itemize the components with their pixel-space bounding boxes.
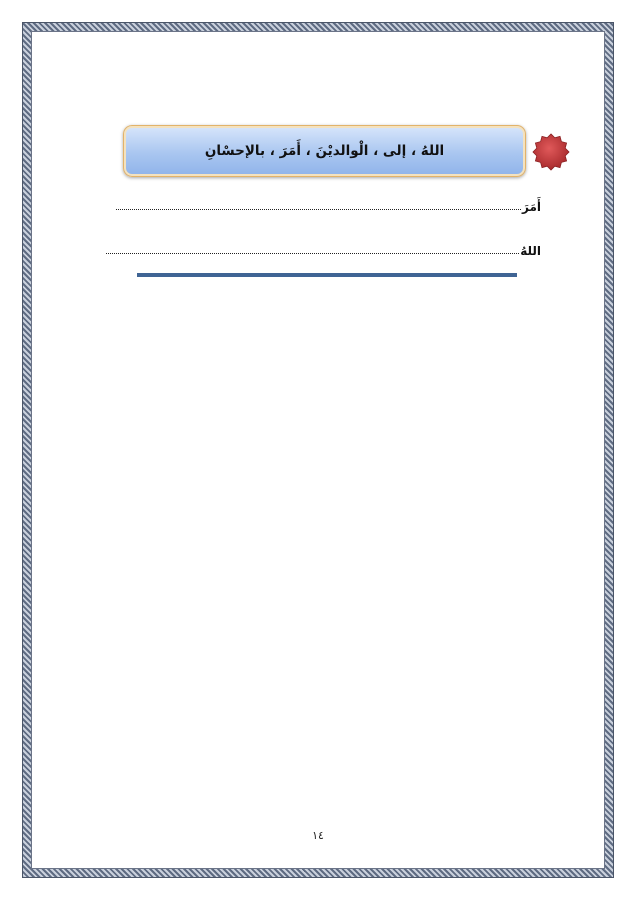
word-bank-box: [123, 125, 526, 177]
answer-line-1: [116, 200, 541, 214]
page-number: ١٤: [312, 829, 324, 842]
answer-line-2-word: اللهُ: [520, 244, 541, 258]
answer-line-2-blank[interactable]: [106, 252, 519, 254]
red-star-badge-icon: [532, 133, 570, 171]
answer-line-1-blank[interactable]: [116, 208, 521, 210]
section-divider: [137, 273, 517, 277]
answer-line-1-word: أَمَرَ: [521, 200, 541, 214]
answer-line-2: [106, 244, 541, 258]
word-bank-text: اللهُ ، إلى ، الْوالديْنَ ، أَمَرَ ، بالإحسْانِ: [204, 143, 445, 159]
